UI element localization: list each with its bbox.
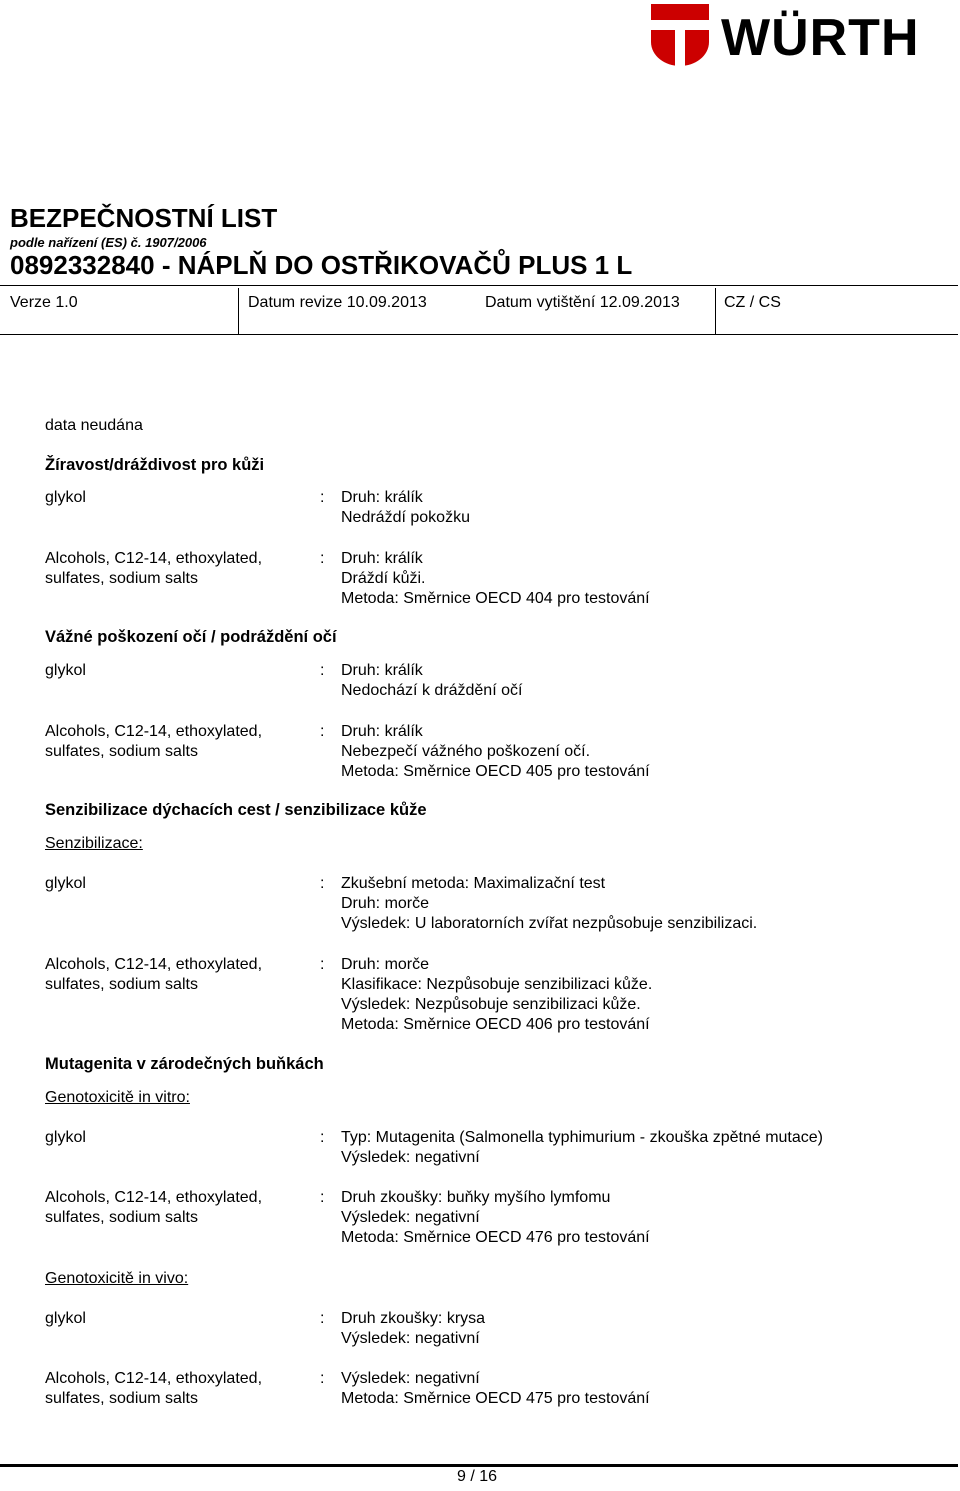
colon: : xyxy=(320,956,325,973)
value-line: Výsledek: negativní xyxy=(341,1330,480,1347)
intro-text: data neudána xyxy=(45,417,143,434)
value-line: Druh: morče xyxy=(341,895,430,912)
subheading: Genotoxicitě in vivo: xyxy=(45,1270,189,1287)
product-title: 0892332840 - NÁPLŇ DO OSTŘIKOVAČŮ PLUS 1 L xyxy=(10,250,633,280)
value-line: Výsledek: U laboratorních zvířat nezpůsobuje senzibilizaci. xyxy=(341,915,758,932)
locale: CZ / CS xyxy=(724,294,781,311)
colon: : xyxy=(320,875,325,892)
header-divider-bottom xyxy=(0,334,958,335)
value-line: Metoda: Směrnice OECD 405 pro testování xyxy=(341,763,650,780)
substance-name: glykol xyxy=(45,1129,86,1146)
colon: : xyxy=(320,662,325,679)
substance-name: glykol xyxy=(45,489,86,506)
value-line: Dráždí kůži. xyxy=(341,570,426,587)
value-line: Výsledek: Nezpůsobuje senzibilizaci kůže. xyxy=(341,996,641,1013)
subheading: Genotoxicitě in vitro: xyxy=(45,1089,190,1106)
footer-divider xyxy=(0,1464,958,1467)
doc-title: BEZPEČNOSTNÍ LIST xyxy=(10,203,278,233)
value-line: Nebezpečí vážného poškození očí. xyxy=(341,743,591,760)
value-line: Druh: králík xyxy=(341,489,423,506)
section-heading: Žíravost/dráždivost pro kůži xyxy=(45,456,265,474)
value-line: Nedochází k dráždění očí xyxy=(341,682,523,699)
value-line: Metoda: Směrnice OECD 406 pro testování xyxy=(341,1016,650,1033)
meta-separator xyxy=(238,288,239,334)
value-line: Metoda: Směrnice OECD 404 pro testování xyxy=(341,590,650,607)
colon: : xyxy=(320,1129,325,1146)
colon: : xyxy=(320,550,325,567)
substance-name: glykol xyxy=(45,1310,86,1327)
subheading: Senzibilizace: xyxy=(45,835,143,852)
meta-separator xyxy=(715,288,716,334)
value-line: Druh zkoušky: krysa xyxy=(341,1310,486,1327)
page-number: 9 / 16 xyxy=(457,1468,498,1485)
value-line: Druh: králík xyxy=(341,662,423,679)
colon: : xyxy=(320,1370,325,1387)
substance-name: glykol xyxy=(45,875,86,892)
value-line: Druh: králík xyxy=(341,550,423,567)
section-heading: Mutagenita v zárodečných buňkách xyxy=(45,1055,324,1073)
print-date: Datum vytištění 12.09.2013 xyxy=(485,294,680,311)
value-line: Typ: Mutagenita (Salmonella typhimurium - zkouška zpětné mutace) xyxy=(341,1129,823,1146)
logo-text: WÜRTH xyxy=(721,9,920,67)
value-line: Druh: králík xyxy=(341,723,423,740)
value-line: Výsledek: negativní xyxy=(341,1149,480,1166)
value-line: Druh zkoušky: buňky myšího lymfomu xyxy=(341,1189,611,1206)
substance-name: sulfates, sodium salts xyxy=(45,1390,198,1407)
substance-name: sulfates, sodium salts xyxy=(45,1209,198,1226)
revision-date: Datum revize 10.09.2013 xyxy=(248,294,427,311)
section-heading: Vážné poškození očí / podráždění očí xyxy=(45,628,337,646)
substance-name: Alcohols, C12-14, ethoxylated, xyxy=(45,1370,263,1387)
colon: : xyxy=(320,723,325,740)
section-heading: Senzibilizace dýchacích cest / senzibilizace kůže xyxy=(45,801,427,819)
version: Verze 1.0 xyxy=(10,294,78,311)
substance-name: Alcohols, C12-14, ethoxylated, xyxy=(45,1189,263,1206)
substance-name: sulfates, sodium salts xyxy=(45,976,198,993)
value-line: Klasifikace: Nezpůsobuje senzibilizaci kůže. xyxy=(341,976,653,993)
substance-name: sulfates, sodium salts xyxy=(45,570,198,587)
substance-name: glykol xyxy=(45,662,86,679)
value-line: Metoda: Směrnice OECD 476 pro testování xyxy=(341,1229,650,1246)
substance-name: sulfates, sodium salts xyxy=(45,743,198,760)
colon: : xyxy=(320,1310,325,1327)
substance-name: Alcohols, C12-14, ethoxylated, xyxy=(45,723,263,740)
colon: : xyxy=(320,1189,325,1206)
colon: : xyxy=(320,489,325,506)
wurth-logo xyxy=(649,0,959,68)
value-line: Metoda: Směrnice OECD 475 pro testování xyxy=(341,1390,650,1407)
substance-name: Alcohols, C12-14, ethoxylated, xyxy=(45,956,263,973)
value-line: Druh: morče xyxy=(341,956,430,973)
header-divider-top xyxy=(0,285,958,286)
value-line: Zkušební metoda: Maximalizační test xyxy=(341,875,606,892)
value-line: Výsledek: negativní xyxy=(341,1209,480,1226)
substance-name: Alcohols, C12-14, ethoxylated, xyxy=(45,550,263,567)
doc-subtitle: podle nařízení (ES) č. 1907/2006 xyxy=(10,235,207,250)
value-line: Výsledek: negativní xyxy=(341,1370,480,1387)
value-line: Nedráždí pokožku xyxy=(341,509,470,526)
